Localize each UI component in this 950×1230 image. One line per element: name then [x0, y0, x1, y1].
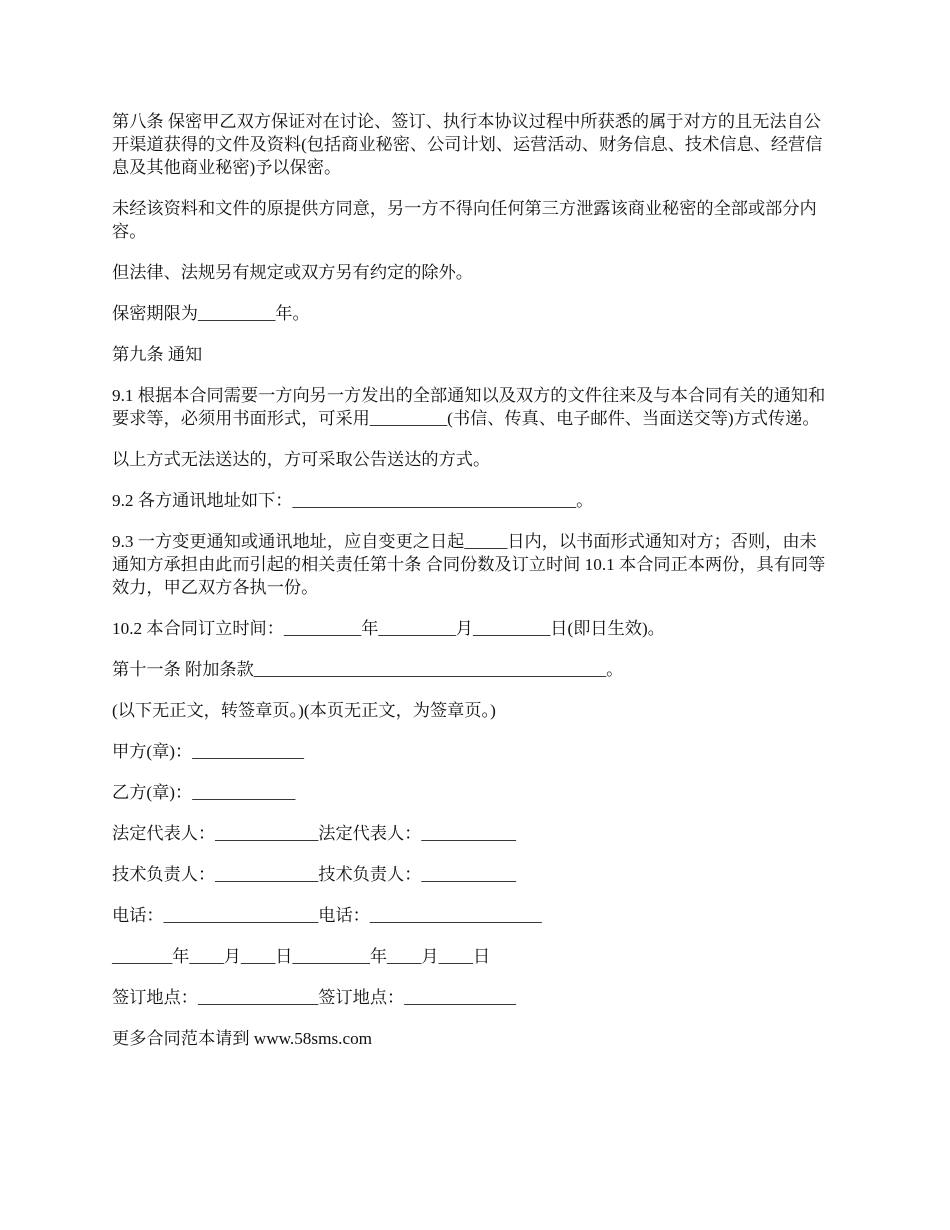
clause-11-additional-terms: 第十一条 附加条款_________________________________________。: [112, 660, 624, 679]
confidentiality-term-line: 保密期限为_________年。: [112, 304, 310, 323]
clause-9-1-paragraph: 9.1 根据本合同需要一方向另一方发出的全部通知以及双方的文件往来及与本合同有关的通知和要求等，必须用书面形式，可采用_________(书信、传真、电子邮件、当面送交等)方式传递。: [112, 386, 826, 428]
signing-date-line: _______年____月____日_________年____月____日: [112, 947, 491, 966]
clause-9-2-address-line: 9.2 各方通讯地址如下：_________________________________。: [112, 491, 594, 510]
document-page: [112, 110, 832, 1068]
technical-lead-line: 技术负责人：____________技术负责人：___________: [112, 865, 516, 884]
phone-line: 电话：__________________电话：____________________: [112, 906, 542, 925]
confidentiality-disclosure-paragraph: 未经该资料和文件的原提供方同意，另一方不得向任何第三方泄露该商业秘密的全部或部分内容。: [112, 199, 817, 241]
legal-representative-line: 法定代表人：____________法定代表人：___________: [112, 824, 516, 843]
party-b-seal-line: 乙方(章)：____________: [112, 783, 296, 802]
clause-8-confidentiality: 第八条 保密甲乙双方保证对在讨论、签订、执行本协议过程中所获悉的属于对方的且无法自公开渠道获得的文件及资料(包括商业秘密、公司计划、运营活动、财务信息、技术信息、经营信息及其他商业秘密)予以保密。: [112, 112, 823, 177]
confidentiality-exception-paragraph: 但法律、法规另有规定或双方另有约定的除外。: [112, 263, 473, 282]
clause-9-heading: 第九条 通知: [112, 345, 203, 364]
footer-more-templates: 更多合同范本请到 www.58sms.com: [112, 1029, 373, 1048]
clause-9-3-paragraph: 9.3 一方变更通知或通讯地址，应自变更之日起_____日内，以书面形式通知对方；否则，由未通知方承担由此而引起的相关责任第十条 合同份数及订立时间 10.1 本合同正本两份，具有同等效力，甲乙双方各执一份。: [112, 532, 826, 597]
notice-fallback-paragraph: 以上方式无法送达的，方可采取公告送达的方式。: [112, 450, 491, 469]
party-a-seal-line: 甲方(章)：_____________: [112, 742, 304, 761]
no-body-text-note: (以下无正文，转签章页。)(本页无正文，为签章页。): [112, 701, 496, 720]
clause-10-2-date-line: 10.2 本合同订立时间：_________年_________月_________日(即日生效)。: [112, 619, 665, 638]
signing-location-line: 签订地点：______________签订地点：_____________: [112, 988, 516, 1007]
